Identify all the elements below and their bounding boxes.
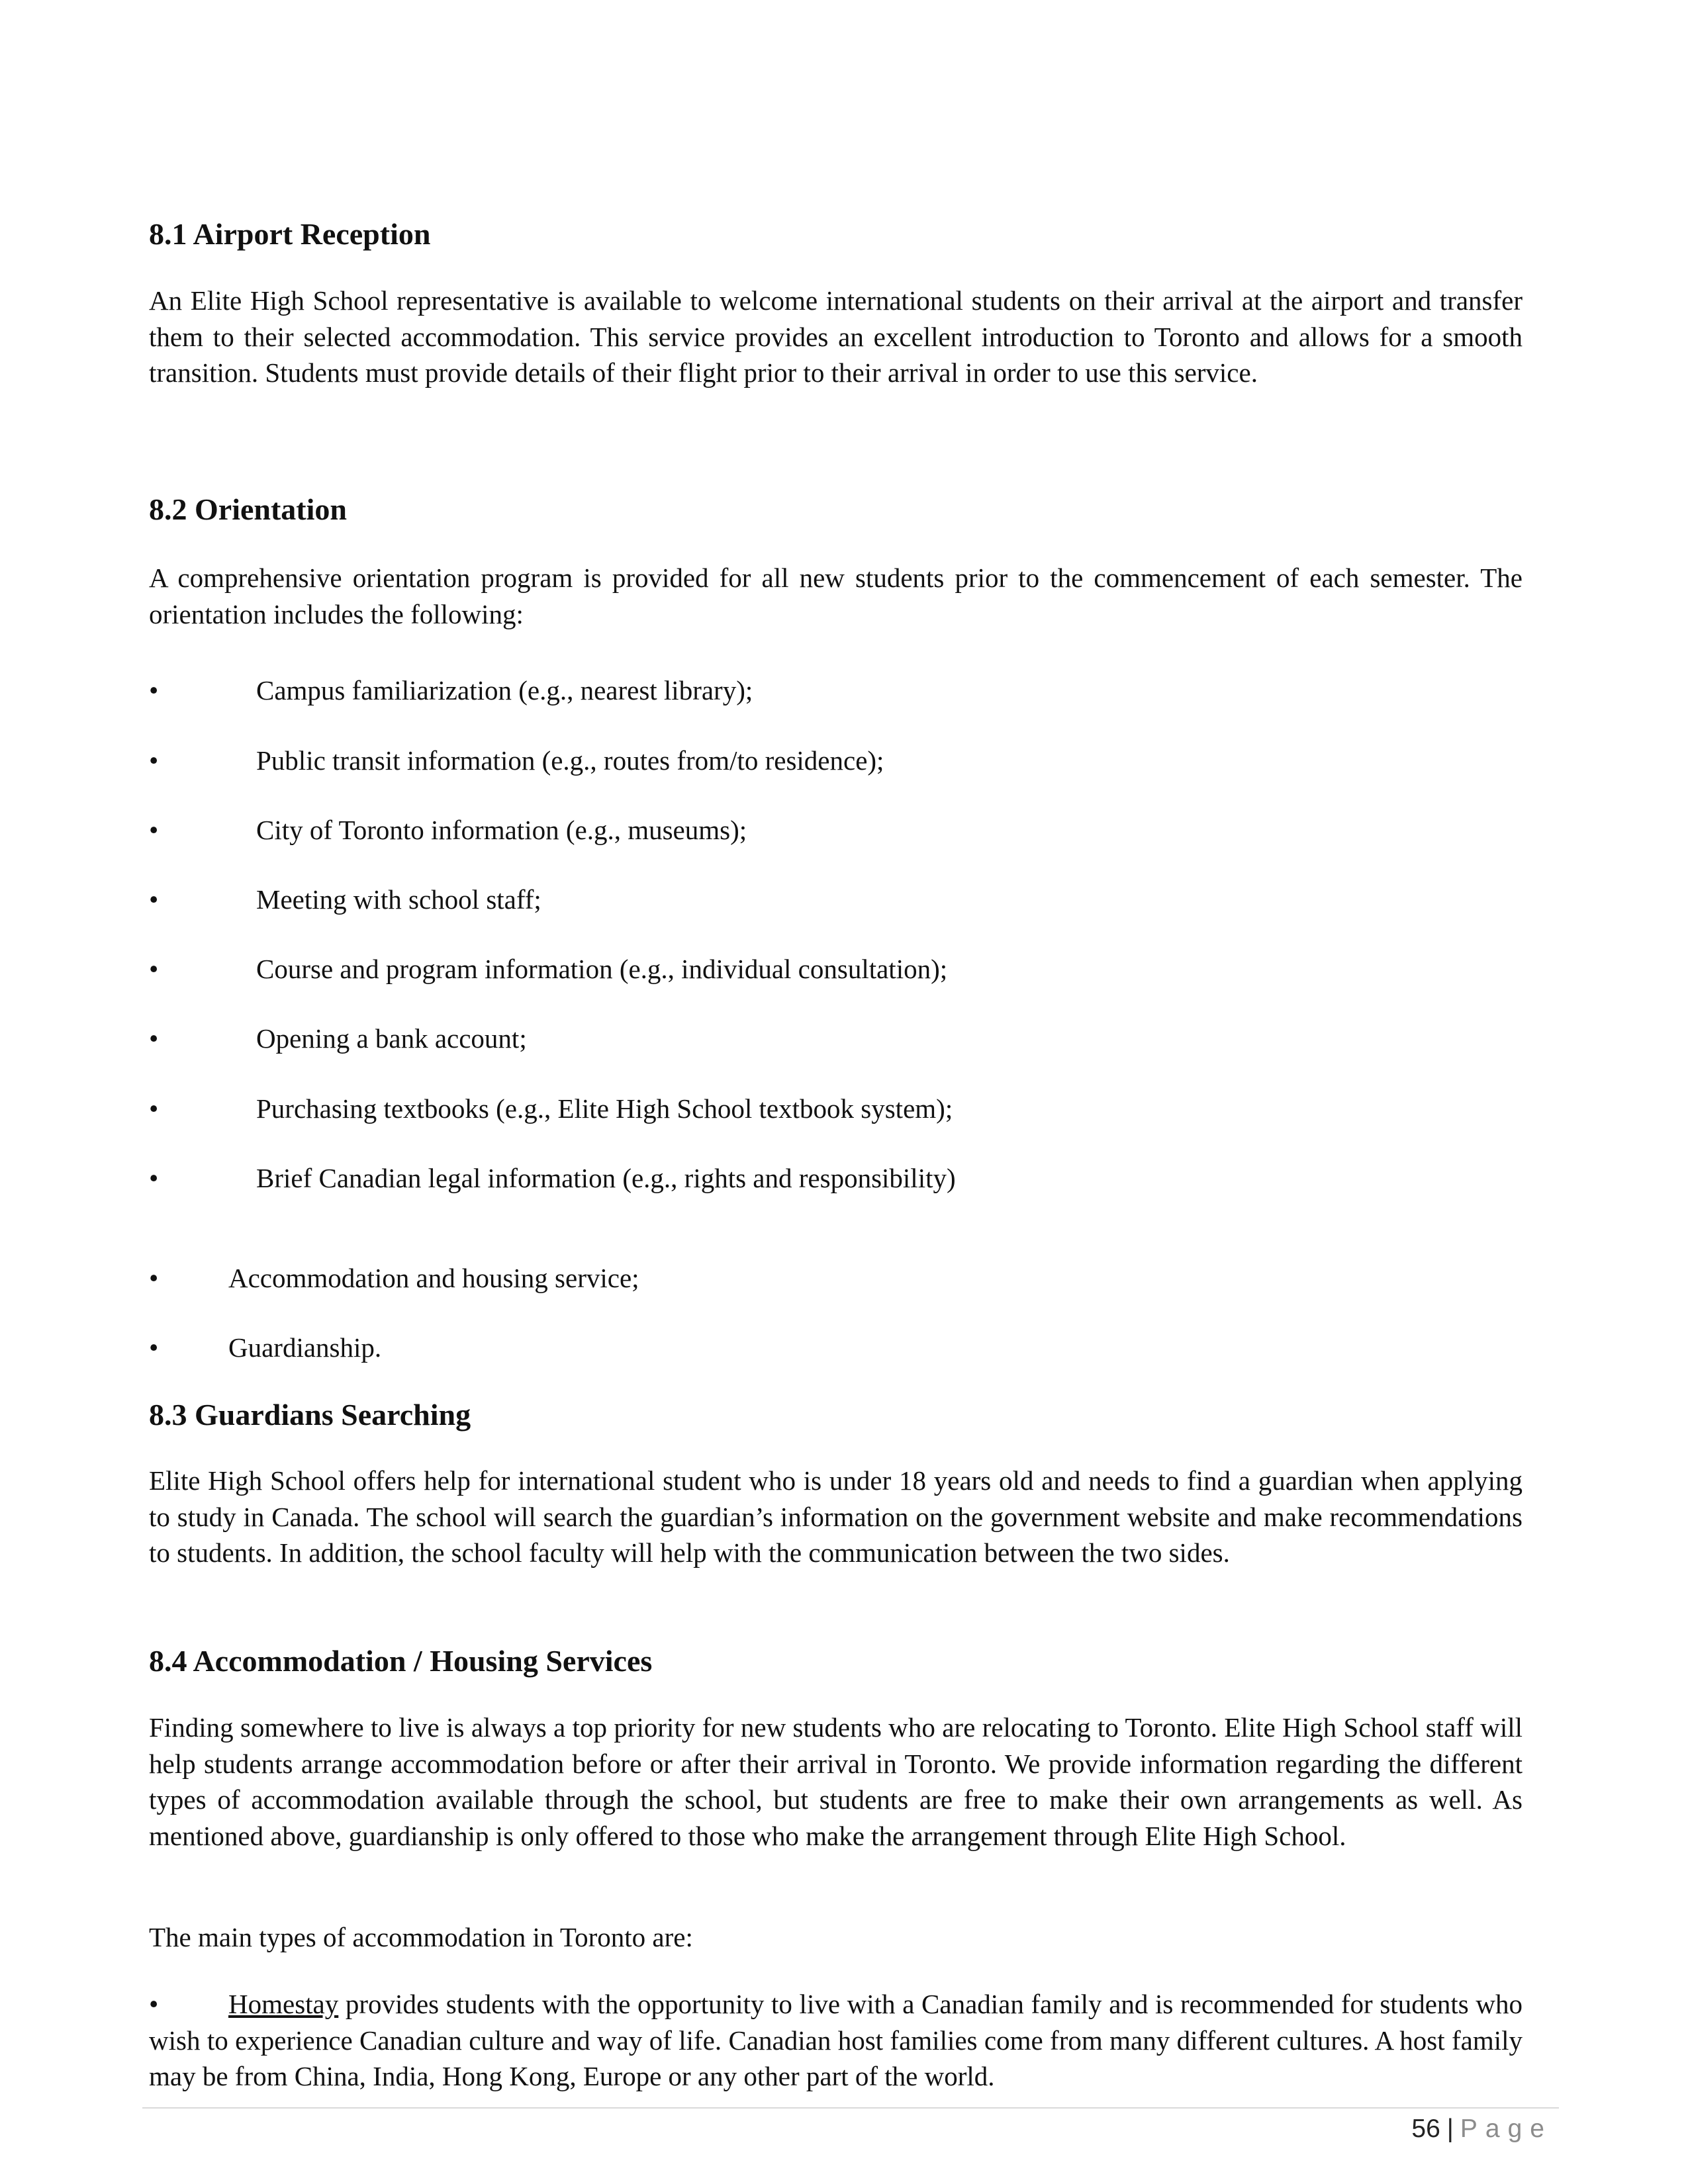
homestay-description: provides students with the opportunity to live with a Canadian family and is recommended for students who wish to experience Canadian culture and way of life. Canadian host families come from many different cultures. A host family may be from China, India, Hong Kong, Europe or any other part of the world. bbox=[149, 1989, 1523, 2091]
list-item-text: Guardianship. bbox=[228, 1332, 382, 1363]
bullet-icon: • bbox=[149, 1263, 159, 1293]
heading-orientation: 8.2 Orientation bbox=[149, 492, 347, 526]
list-item-text: Meeting with school staff; bbox=[256, 884, 541, 915]
list-item-text: Accommodation and housing service; bbox=[228, 1263, 639, 1293]
list-item-text: Opening a bank account; bbox=[256, 1023, 527, 1054]
bullet-icon: • bbox=[149, 1332, 159, 1363]
list-item-text: Brief Canadian legal information (e.g., rights and responsibility) bbox=[256, 1163, 956, 1193]
heading-airport-reception: 8.1 Airport Reception bbox=[149, 217, 431, 251]
paragraph-airport-reception: An Elite High School representative is available to welcome international students on their arrival at the airport and transfer them to their selected accommodation. This service provides an excellent introduction to Toronto and allows for a smooth transition. Students must provide details of their flight prior to their arrival in order to use this service. bbox=[149, 285, 1523, 388]
paragraph-orientation: A comprehensive orientation program is provided for all new students prior to the commencement of each semester. The orientation includes the following: bbox=[149, 563, 1523, 629]
bullet-icon: • bbox=[149, 884, 159, 915]
page-number: 56 bbox=[1411, 2115, 1440, 2143]
bullet-icon: • bbox=[149, 745, 159, 776]
page-footer bbox=[1411, 2113, 1552, 2146]
heading-guardians-searching: 8.3 Guardians Searching bbox=[149, 1398, 471, 1432]
paragraph-guardians-searching: Elite High School offers help for international student who is under 18 years old and needs to find a guardian when applying to study in Canada. The school will search the guardian’s information on the government website and make recommendations to students. In addition, the school faculty will help with the communication between the two sides. bbox=[149, 1465, 1523, 1568]
homestay-item bbox=[149, 1986, 1523, 2095]
bullet-icon: • bbox=[149, 815, 159, 845]
bullet-icon: • bbox=[149, 1163, 159, 1193]
bullet-icon: • bbox=[149, 675, 159, 705]
bullet-icon: • bbox=[149, 1023, 159, 1054]
bullet-icon: • bbox=[149, 1989, 159, 2019]
bullet-icon: • bbox=[149, 1093, 159, 1124]
list-item-text: Public transit information (e.g., routes from/to residence); bbox=[256, 745, 884, 776]
list-item-text: Course and program information (e.g., individual consultation); bbox=[256, 954, 948, 984]
list-item-text: Campus familiarization (e.g., nearest library); bbox=[256, 675, 753, 705]
list-item-text: Purchasing textbooks (e.g., Elite High School textbook system); bbox=[256, 1093, 953, 1124]
paragraph-accommodation-housing: Finding somewhere to live is always a top priority for new students who are relocating to Toronto. Elite High School staff will help students arrange accommodation before or after their arrival in Toronto. We provide information regarding the different types of accommodation available through the school, but students are free to make their own arrangements as well. As mentioned above, guardianship is only offered to those who make the arrangement through Elite High School. bbox=[149, 1712, 1523, 1851]
list-item-text: City of Toronto information (e.g., museums); bbox=[256, 815, 747, 845]
heading-accommodation-housing: 8.4 Accommodation / Housing Services bbox=[149, 1644, 653, 1678]
homestay-term: Homestay bbox=[228, 1989, 339, 2019]
footer-separator: | bbox=[1446, 2115, 1454, 2143]
paragraph-accommodation-types: The main types of accommodation in Toronto are: bbox=[149, 1922, 693, 1952]
bullet-icon: • bbox=[149, 954, 159, 984]
footer-divider bbox=[142, 2107, 1559, 2109]
page-label: Page bbox=[1460, 2115, 1552, 2143]
